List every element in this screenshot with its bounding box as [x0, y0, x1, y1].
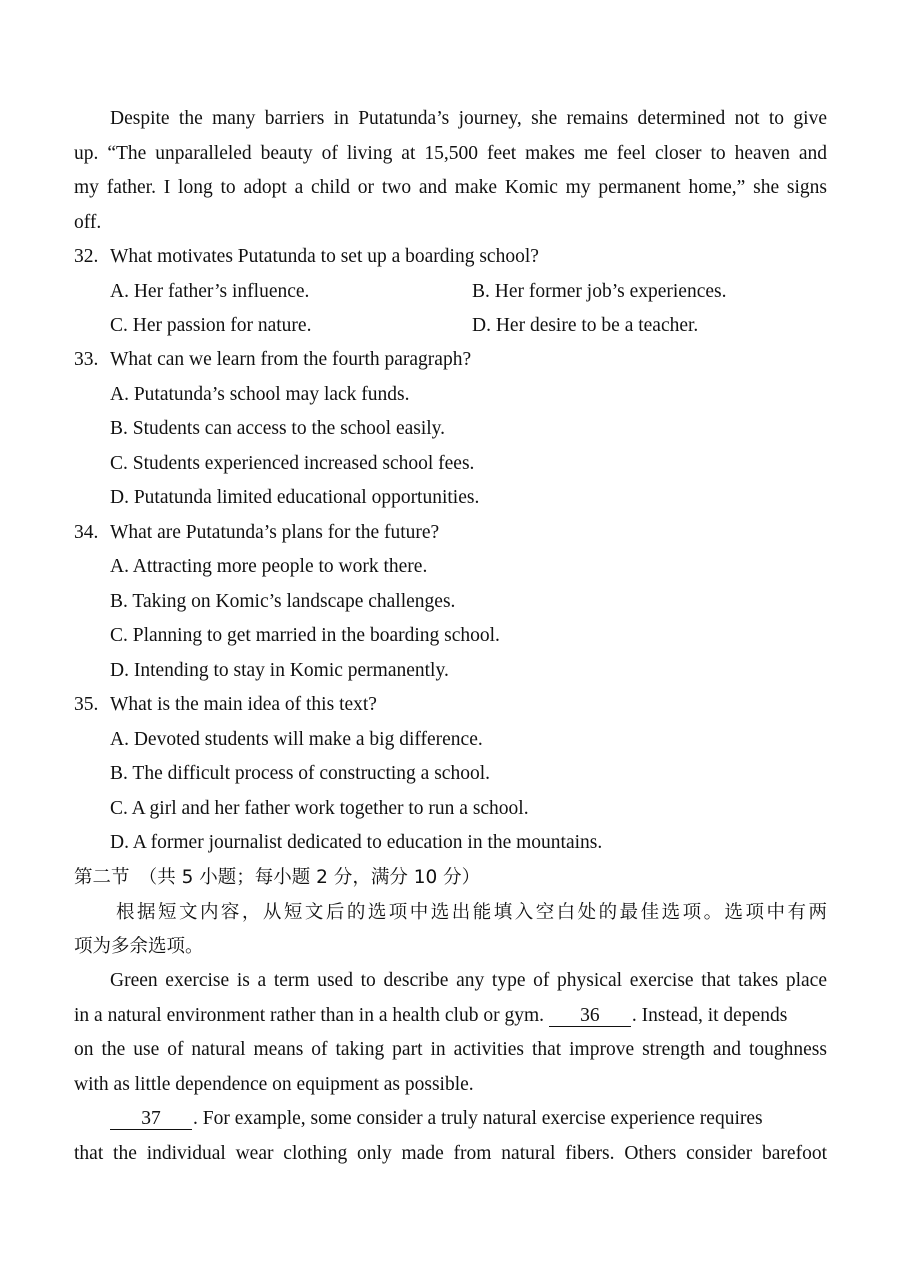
passage2-line: on the use of natural means of taking part in activities that improve strength and toughness — [74, 1039, 827, 1060]
option-34-d: D. Intending to stay in Komic permanently. — [110, 660, 449, 681]
passage2-text: . Instead, it depends — [631, 1005, 788, 1026]
question-stem: What motivates Putatunda to set up a boarding school? — [110, 246, 539, 267]
option-33-a: A. Putatunda’s school may lack funds. — [110, 384, 410, 405]
question-stem: What is the main idea of this text? — [110, 694, 377, 715]
passage2-line: that the individual wear clothing only made from natural fibers. Others consider barefoot — [74, 1143, 827, 1164]
option-35-a: A. Devoted students will make a big difference. — [110, 729, 483, 750]
option-34-c: C. Planning to get married in the boarding school. — [110, 625, 500, 646]
blank-36[interactable]: 36 — [549, 1006, 631, 1027]
passage2-line: Green exercise is a term used to describe any type of physical exercise that takes place — [110, 970, 827, 991]
option-33-b: B. Students can access to the school easily. — [110, 418, 446, 439]
option-33-d: D. Putatunda limited educational opportunities. — [110, 487, 480, 508]
passage-line: up. “The unparalleled beauty of living at 15,500 feet makes me feel closer to heaven and — [74, 143, 827, 164]
passage2-line: with as little dependence on equipment as possible. — [74, 1074, 474, 1095]
option-32-a: A. Her father’s influence. — [110, 281, 310, 302]
question-number: 34. — [74, 522, 99, 543]
question-number: 33. — [74, 349, 99, 370]
passage2-line — [110, 1107, 827, 1131]
question-number: 32. — [74, 246, 99, 267]
option-34-b: B. Taking on Komic’s landscape challenges. — [110, 591, 456, 612]
passage2-text: . For example, some consider a truly natural exercise experience requires — [193, 1108, 763, 1129]
passage-line: my father. I long to adopt a child or two and make Komic my permanent home,” she signs — [74, 177, 827, 198]
passage-line: Despite the many barriers in Putatunda’s journey, she remains determined not to give — [110, 108, 827, 129]
blank-37[interactable]: 37 — [110, 1109, 192, 1130]
option-33-c: C. Students experienced increased school fees. — [110, 453, 475, 474]
option-32-d: D. Her desire to be a teacher. — [472, 315, 699, 336]
question-number: 35. — [74, 694, 99, 715]
option-32-c: C. Her passion for nature. — [110, 315, 312, 336]
option-35-b: B. The difficult process of constructing a school. — [110, 763, 490, 784]
passage2-text: in a natural environment rather than in a health club or gym. — [74, 1005, 545, 1026]
question-33 — [74, 348, 827, 372]
question-stem: What can we learn from the fourth paragraph? — [110, 349, 472, 370]
question-32 — [74, 245, 827, 269]
option-35-c: C. A girl and her father work together to run a school. — [110, 798, 529, 819]
passage2-line — [74, 1004, 827, 1028]
section-instruction-line: 根据短文内容，从短文后的选项中选出能填入空白处的最佳选项。选项中有两 — [116, 902, 827, 923]
passage-line: off. — [74, 212, 102, 233]
question-35 — [74, 693, 827, 717]
section-instruction-line: 项为多余选项。 — [74, 936, 204, 957]
section-heading: 第二节 （共 5 小题；每小题 2 分，满分 10 分） — [74, 867, 481, 888]
option-34-a: A. Attracting more people to work there. — [110, 556, 428, 577]
option-35-d: D. A former journalist dedicated to education in the mountains. — [110, 832, 603, 853]
option-32-b: B. Her former job’s experiences. — [472, 281, 727, 302]
question-stem: What are Putatunda’s plans for the future? — [110, 522, 440, 543]
question-34 — [74, 521, 827, 545]
